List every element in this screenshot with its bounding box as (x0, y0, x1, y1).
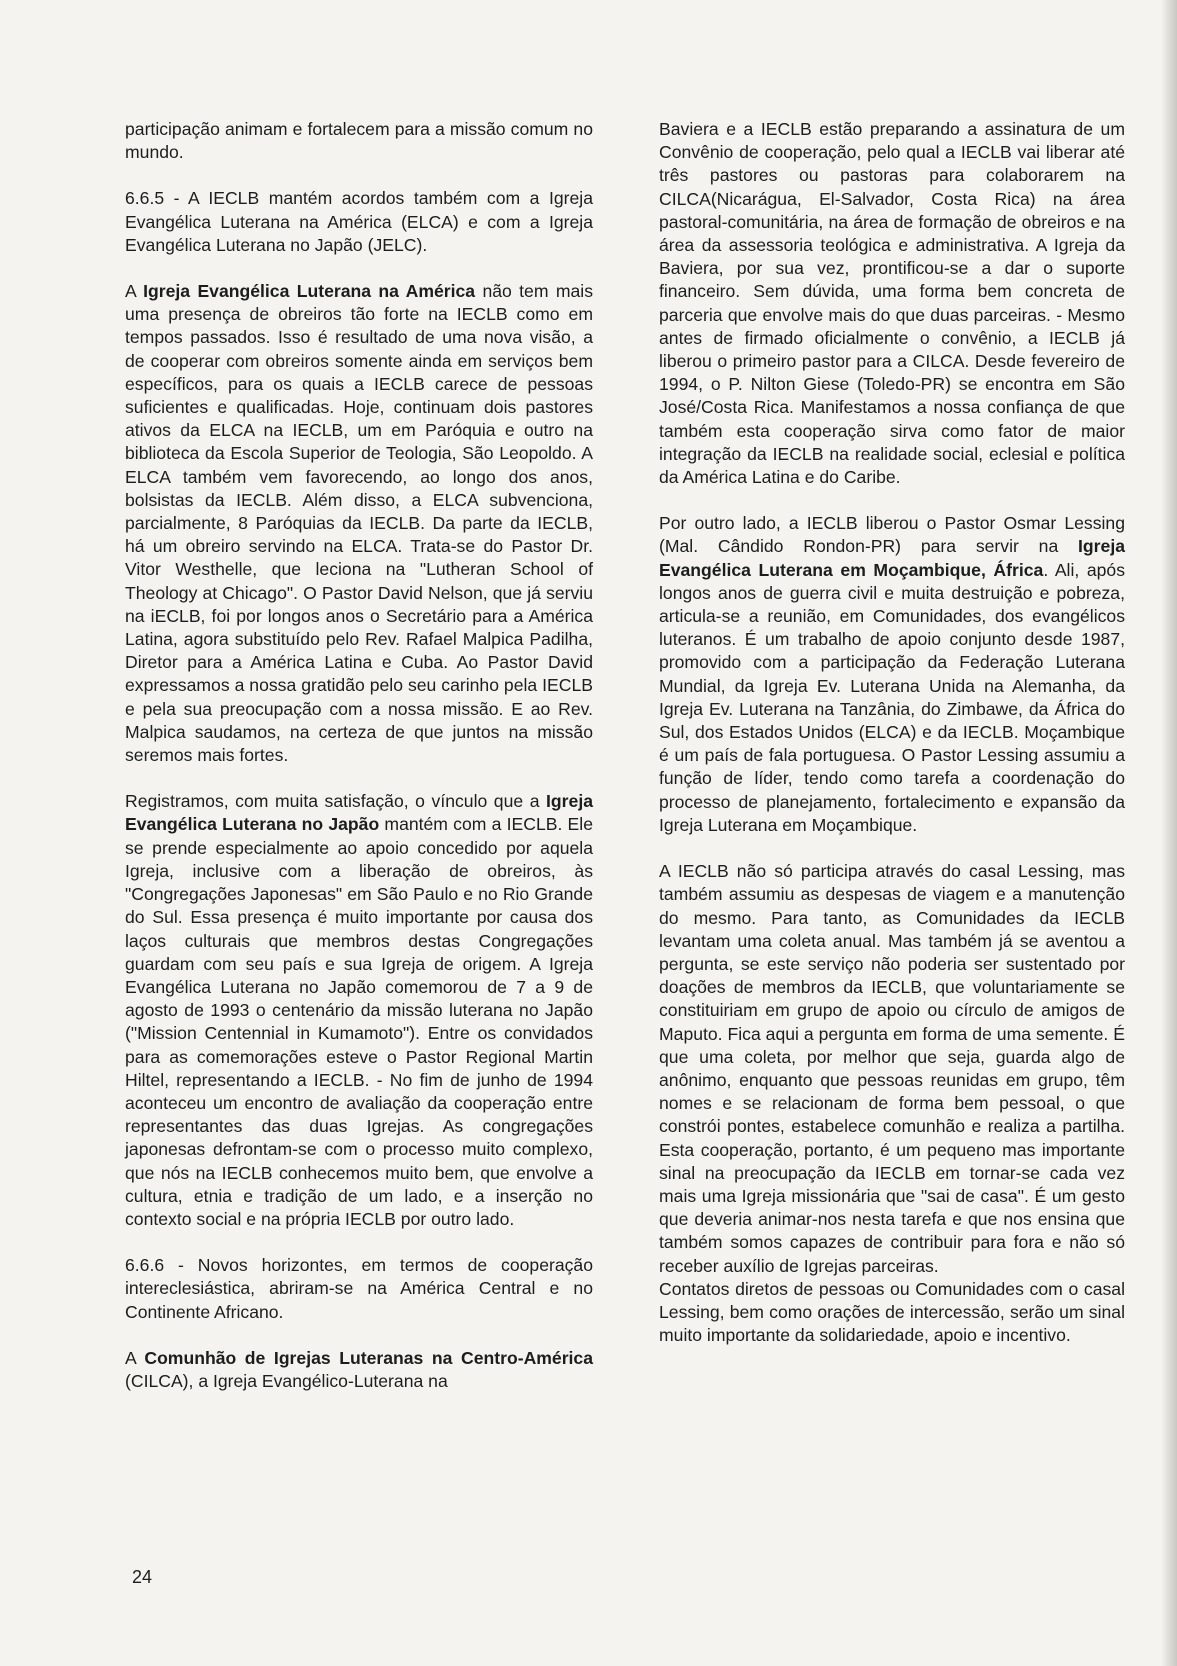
paragraph-6-6-6: 6.6.6 - Novos horizontes, em termos de cooperação intereclesiástica, abriram-se na América Central e no Continente Africano. (125, 1255, 593, 1322)
text: (CILCA), a Igreja Evangélico-Luterana na (125, 1370, 448, 1391)
text: mantém com a IECLB. Ele se prende especialmente ao apoio concedido por aquela Igreja, inclusive com a liberação de obreiros, às "Congregações Japonesas" em São Paulo e no Rio Grande do Sul. Essa presença é muito importante por causa dos laços culturais que membros destas Congregações guardam com seu país e sua Igreja de origem. A Igreja Evangélica Luterana no Japão comemorou de 7 a 9 de agosto de 1993 o centenário da missão luterana no Japão ("Mission Centennial in Kumamoto"). Entre os convidados para as comemorações esteve o Pastor Regional Martin Hiltel, representando a IECLB. - No fim de junho de 1994 aconteceu um encontro de avaliação da cooperação entre representantes das duas Igrejas. As congregações japonesas defrontam-se com o processo muito complexo, que nós na IECLB conhecemos muito bem, que envolve a cultura, etnia e tradição de um lado, e a inserção no contexto social e na própria IECLB por outro lado. (125, 814, 593, 1229)
paragraph-contatos: Contatos diretos de pessoas ou Comunidades com o casal Lessing, bem como orações de intercessão, serão um sinal muito importante da solidariedade, apoio e incentivo. (659, 1278, 1125, 1346)
text: Por outro lado, a IECLB liberou o Pastor Osmar Lessing (Mal. Cândido Rondon-PR) para servir na (659, 513, 1125, 557)
text: Registramos, com muita satisfação, o vínculo que a (125, 791, 547, 812)
left-column (125, 118, 593, 1393)
paragraph-lessing: A IECLB não só participa através do casal Lessing, mas também assumiu as despesas de viagem e a manutenção do mesmo. Para tanto, as Comunidades da IECLB levantam uma coleta anual. Mas também já se aventou a pergunta, se este serviço não poderia ser sustentado por doações de membros da IECLB, que voluntariamente se constituiriam em grupo de apoio ou círculo de amigos de Maputo. Fica aqui a pergunta em forma de uma semente. É que uma coleta, por melhor que seja, guarda algo de anônimo, enquanto que pessoas reunidas em grupo, têm nomes e se relacionam de forma bem pessoal, o que constrói pontes, estabelece comunhão e realiza a partilha. Esta cooperação, portanto, é um pequeno mas importante sinal na preocupação da IECLB em tornar-se cada vez mais uma Igreja missionária que "sai de casa". É um gesto que deveria animar-nos nesta tarefa e que nos ensina que também somos capazes de contribuir para fora e não só receber auxílio de Igrejas parceiras. (659, 861, 1125, 1276)
page-number: 24 (132, 1567, 153, 1587)
paragraph-jelc (125, 790, 593, 1231)
paragraph-baviera: Baviera e a IECLB estão preparando a assinatura de um Convênio de cooperação, pelo qual a IECLB vai liberar até três pastores ou pastoras para colaborarem na CILCA(Nicarágua, El-Salvador, Costa Rica) na área pastoral-comunitária, na área de formação de obreiros e na área da assessoria teológica e administrativa. A Igreja da Baviera, por sua vez, prontificou-se a dar o suporte financeiro. Sem dúvida, uma forma bem concreta de parceria que envolve mais do que duas parceiras. - Mesmo antes de firmado oficialmente o convênio, a IECLB já liberou o primeiro pastor para a CILCA. Desde fevereiro de 1994, o P. Nilton Giese (Toledo-PR) se encontra em São José/Costa Rica. Manifestamos a nossa confiança de que também esta cooperação sirva como fator de maior integração da IECLB na realidade social, eclesial e política da América Latina e do Caribe. (659, 119, 1125, 488)
text: não tem mais uma presença de obreiros tão forte na IECLB como em tempos passados. Isso é resultado de uma nova visão, a de cooperar com obreiros somente ainda em serviços bem específicos, para os quais a IECLB carece de pessoas suficientes e qualificadas. Hoje, continuam dois pastores ativos da ELCA na IECLB, um em Paróquia e outro na biblioteca da Escola Superior de Teologia, São Leopoldo. A ELCA também vem favorecendo, ao longo dos anos, bolsistas da IECLB. Além disso, a ELCA subvenciona, parcialmente, 8 Paróquias da IECLB. Da parte da IECLB, há um obreiro servindo na ELCA. Trata-se do Pastor Dr. Vitor Westhelle, que leciona na "Lutheran School of Theology at Chicago". O Pastor David Nelson, que já serviu na iECLB, foi por longos anos o Secretário para a América Latina, agora substituído pelo Rev. Rafael Malpica Padilha, Diretor para a América Latina e Cuba. Ao Pastor David expressamos a nossa gratidão pelo seu carinho pela IECLB e pela sua preocupação com a nossa missão. E ao Rev. Malpica saudamos, na certeza de que juntos na missão seremos mais fortes. (125, 281, 594, 766)
paragraph-elca (125, 280, 593, 767)
bold-heading-elca: Igreja Evangélica Luterana na América (143, 281, 476, 302)
text: A (125, 281, 144, 302)
paragraph-left-1: participação animam e fortalecem para a missão comum no mundo. (125, 119, 593, 163)
bold-heading-cilca: Comunhão de Igrejas Luteranas na Centro-América (144, 1347, 594, 1368)
page-edge-shadow (1161, 0, 1177, 1666)
paragraph-mocambique (659, 512, 1125, 837)
right-column (659, 118, 1125, 1370)
text: A (125, 1347, 145, 1368)
bold-heading-mocambique: Igreja Evangélica Luterana em Moçambique, África (659, 536, 1125, 580)
paragraph-cilca (125, 1347, 593, 1393)
bold-heading-jelc: Igreja Evangélica Luterana no Japão (125, 791, 593, 835)
text: . Ali, após longos anos de guerra civil e muita destruição e pobreza, articula-se a reunião, em Comunidades, dos evangélicos luteranos. É um trabalho de apoio conjunto desde 1987, promovido com a participação da Federação Luterana Mundial, da Igreja Ev. Luterana Unida na Alemanha, da Igreja Ev. Luterana na Tanzânia, do Zimbawe, da África do Sul, dos Estados Unidos (ELCA) e da IECLB. Moçambique é um país de fala portuguesa. O Pastor Lessing assumiu a função de líder, tendo como tarefa a coordenação do processo de planejamento, fortalecimento e expansão da Igreja Luterana em Moçambique. (659, 559, 1125, 835)
paragraph-6-6-5: 6.6.5 - A IECLB mantém acordos também com a Igreja Evangélica Luterana na América (ELCA) e com a Igreja Evangélica Luterana no Japão (JELC). (125, 188, 593, 255)
